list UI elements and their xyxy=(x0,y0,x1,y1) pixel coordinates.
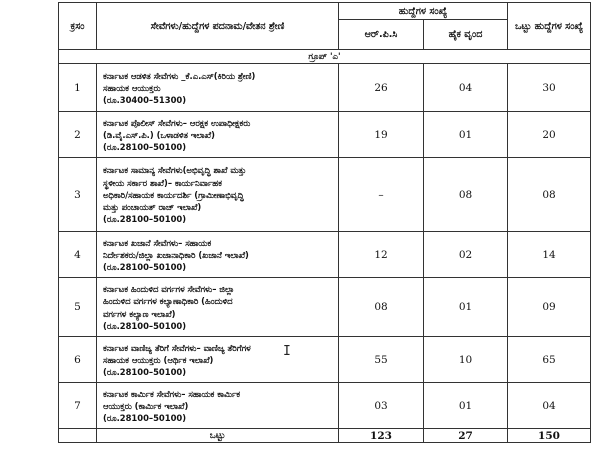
total-count: 14 xyxy=(508,232,591,278)
hk-count: 01 xyxy=(424,383,508,429)
header-post: ಸೇವೆಗಳು/ಹುದ್ದೆಗಳ ಪದನಾಮ/ವೇತನ ಶ್ರೇಣಿ xyxy=(97,3,339,50)
post-line: ಕರ್ನಾಟಕ ಖಜಾನೆ ಸೇವೆಗಳು– ಸಹಾಯಕ xyxy=(103,237,212,248)
post-line: ಅಧಿಕಾರಿ/ಸಹಾಯಕ ಕಾರ್ಯದರ್ಶಿ (ಗ್ರಾಮೀಣಾಭಿವೃದ್ಧಿ xyxy=(103,189,244,200)
total-count: 30 xyxy=(508,64,591,112)
total-count: 04 xyxy=(508,383,591,429)
sl-number: 7 xyxy=(59,383,97,429)
total-count: 20 xyxy=(508,112,591,158)
document-page xyxy=(58,2,590,448)
header-posts-count: ಹುದ್ದೆಗಳ ಸಂಖ್ಯೆ xyxy=(339,3,508,20)
post-line: (ಡಿ.ವೈ.ಎಸ್.ಪಿ.) (ಒಳಾಡಳಿತ ಇಲಾಖೆ) xyxy=(103,129,215,140)
post-cell xyxy=(97,232,339,278)
sl-number: 4 xyxy=(59,232,97,278)
pay-scale: (ರೂ.28100–50100) xyxy=(103,367,187,378)
post-line: ಕರ್ನಾಟಕ ಕಾರ್ಮಿಕ ಸೇವೆಗಳು– ಸಹಾಯಕ ಕಾರ್ಮಿಕ xyxy=(103,388,241,399)
hk-count: 01 xyxy=(424,112,508,158)
header-total-posts: ಒಟ್ಟು ಹುದ್ದೆಗಳ ಸಂಖ್ಯೆ xyxy=(508,3,591,50)
pay-scale: (ರೂ.28100–50100) xyxy=(103,262,187,273)
post-cell xyxy=(97,112,339,158)
post-cell xyxy=(97,337,339,383)
post-cell xyxy=(97,158,339,232)
header-sl-no: ಕ್ರಸಂ xyxy=(59,3,97,50)
text-cursor-icon: I xyxy=(283,344,291,359)
sl-number: 6 xyxy=(59,337,97,383)
sl-number: 3 xyxy=(59,158,97,232)
pay-scale: (ರೂ.30400–51300) xyxy=(103,95,187,106)
hk-count: 08 xyxy=(424,158,508,232)
post-line: ಸಹಾಯಕ ಆಯುಕ್ತರು xyxy=(103,82,161,93)
total-label: ಒಟ್ಟು xyxy=(97,429,339,443)
post-line: ಕರ್ನಾಟಕ ವಾಣಿಜ್ಯ ತೆರಿಗೆ ಸೇವೆಗಳು– ವಾಣಿಜ್ಯ ತೆರಿಗೆಗಳ xyxy=(103,342,251,353)
post-line: ಕರ್ನಾಟಕ ಪೊಲೀಸ್ ಸೇವೆಗಳು– ಆರಕ್ಷಕ ಉಪಾಧೀಕ್ಷಕರು xyxy=(103,117,251,128)
total-row xyxy=(59,429,591,443)
rpc-count: 03 xyxy=(339,383,424,429)
hk-count: 10 xyxy=(424,337,508,383)
rpc-count: 55 xyxy=(339,337,424,383)
total-count: 08 xyxy=(508,158,591,232)
rpc-count: 26 xyxy=(339,64,424,112)
post-line: ಹಿಂದುಳಿದ ವರ್ಗಗಳ ಕಲ್ಯಾಣಾಧಿಕಾರಿ (ಹಿಂದುಳಿದ xyxy=(103,296,233,307)
sl-number: 1 xyxy=(59,64,97,112)
post-cell xyxy=(97,383,339,429)
sl-number: 5 xyxy=(59,278,97,337)
rpc-count: – xyxy=(339,158,424,232)
table-row xyxy=(59,337,591,383)
post-line: ವರ್ಗಗಳ ಕಲ್ಯಾಣ ಇಲಾಖೆ) xyxy=(103,308,176,319)
post-cell xyxy=(97,64,339,112)
group-label: ಗ್ರೂಪ್ 'ಎ' xyxy=(59,50,591,64)
post-line: ಕರ್ನಾಟಕ ಸಾಮಾನ್ಯ ಸೇವೆಗಳು(ಅಭಿವೃದ್ಧಿ ಶಾಖೆ ಮತ್ತು xyxy=(103,165,247,176)
pay-scale: (ರೂ.28100–50100) xyxy=(103,413,187,424)
pay-scale: (ರೂ.28100–50100) xyxy=(103,320,187,331)
header-hk: ಹೈಕ ವೃಂದ xyxy=(424,20,508,50)
post-line: ಆಯುಕ್ತರು (ಕಾರ್ಮಿಕ ಇಲಾಖೆ) xyxy=(103,400,189,411)
post-line: ಮತ್ತು ಪಂಚಾಯತ್ ರಾಜ್ ಇಲಾಖೆ) xyxy=(103,202,202,213)
table-row xyxy=(59,278,591,337)
pay-scale: (ರೂ.28100–50100) xyxy=(103,214,187,225)
post-line: ಕರ್ನಾಟಕ ಆಡಳಿತ ಸೇವೆಗಳು _ಕೆ.ಎ.ಎಸ್(ಕಿರಿಯ ಶ್ರೇಣಿ) xyxy=(103,70,256,81)
header-rpc: ಆರ್.ಪಿ.ಸಿ xyxy=(339,20,424,50)
total-count: 09 xyxy=(508,278,591,337)
post-line: ಸಹಾಯಕ ಆಯುಕ್ತರು (ಆರ್ಥಿಕ ಇಲಾಖೆ) xyxy=(103,354,214,365)
post-line: ಕರ್ನಾಟಕ ಹಿಂದುಳಿದ ವರ್ಗಗಳ ಸೇವೆಗಳು– ಜಿಲ್ಲಾ xyxy=(103,284,235,295)
rpc-count: 19 xyxy=(339,112,424,158)
table-row xyxy=(59,64,591,112)
sl-number: 2 xyxy=(59,112,97,158)
table-row xyxy=(59,232,591,278)
total-row-blank xyxy=(59,429,97,443)
hk-count: 04 xyxy=(424,64,508,112)
total-count: 65 xyxy=(508,337,591,383)
recruitment-table xyxy=(58,2,591,443)
rpc-count: 08 xyxy=(339,278,424,337)
table-row xyxy=(59,158,591,232)
table-row xyxy=(59,383,591,429)
post-line: ನಿರ್ದೇಶಕರು/ಜಿಲ್ಲಾ ಖಜಾನಾಧಿಕಾರಿ (ಖಜಾನೆ ಇಲಾಖೆ) xyxy=(103,249,249,260)
grand-total: 150 xyxy=(508,429,591,443)
total-rpc: 123 xyxy=(339,429,424,443)
post-line: ಸ್ಥಳೀಯ ಸರ್ಕಾರ ಶಾಖೆ)– ಕಾರ್ಯನಿರ್ವಾಹಕ xyxy=(103,177,222,188)
hk-count: 02 xyxy=(424,232,508,278)
table-row xyxy=(59,112,591,158)
pay-scale: (ರೂ.28100–50100) xyxy=(103,142,187,153)
rpc-count: 12 xyxy=(339,232,424,278)
total-hk: 27 xyxy=(424,429,508,443)
post-cell xyxy=(97,278,339,337)
hk-count: 01 xyxy=(424,278,508,337)
